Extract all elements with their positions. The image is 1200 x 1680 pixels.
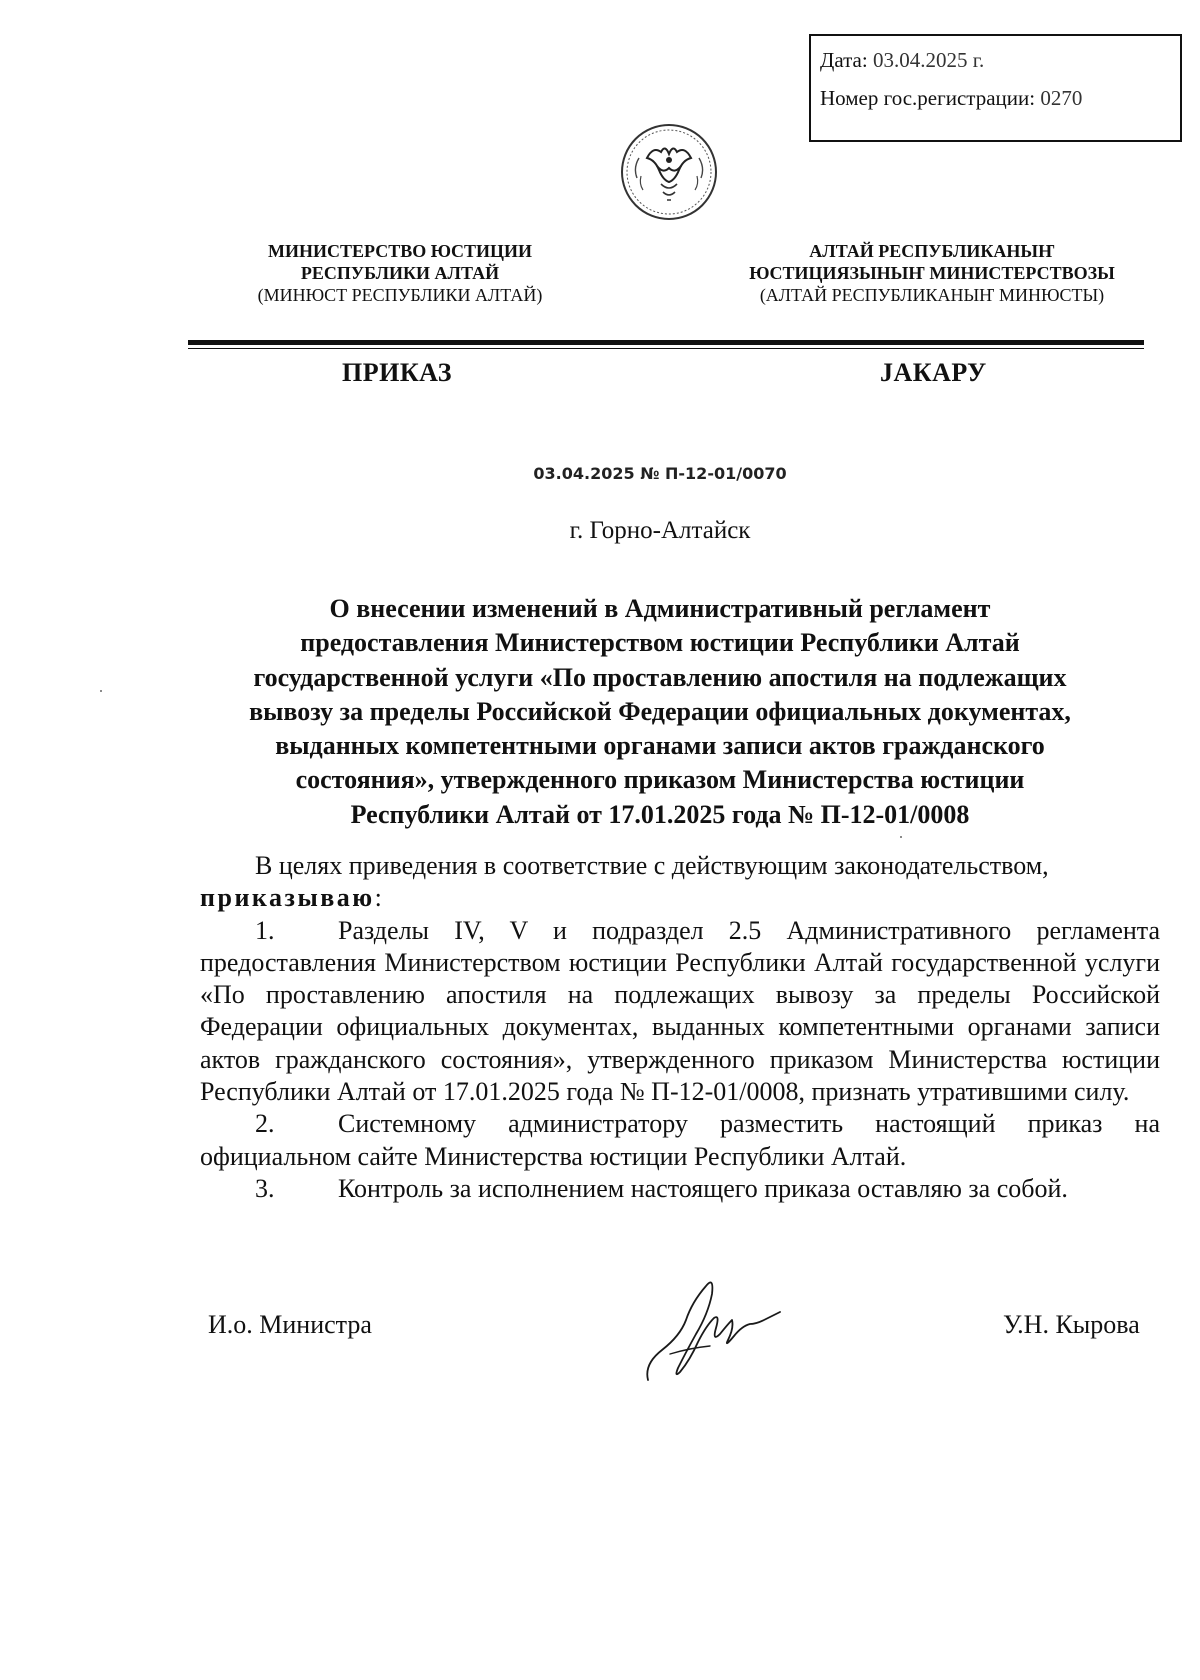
ministry-name-russian <box>220 240 580 306</box>
decree-line <box>200 882 1160 914</box>
ministry-name-alt-line3: (АЛТАЙ РЕСПУБЛИКАНЫҤ МИНЮСТЫ) <box>759 285 1105 305</box>
header-divider-thin <box>188 348 1144 349</box>
ministry-name-ru-line1: МИНИСТЕРСТВО ЮСТИЦИИ <box>267 241 532 261</box>
item-number: 2. <box>255 1109 275 1139</box>
item-text: Контроль за исполнением настоящего приказа оставляю за собой. <box>338 1173 1068 1203</box>
list-item <box>200 1108 1160 1173</box>
header-divider-thick <box>188 340 1144 345</box>
list-item <box>200 1173 1160 1205</box>
heading-line: состояния», утвержденного приказом Министерства юстиции <box>295 765 1025 795</box>
heading-line: выданных компетентными органами записи актов гражданского <box>275 731 1045 761</box>
ministry-name-alt-line2: ЮСТИЦИЯЗЫНЫҤ МИНИСТЕРСТВОЗЫ <box>749 263 1115 283</box>
signatory-name: У.Н. Кырова <box>1003 1310 1140 1339</box>
order-number: 03.04.2025 № П-12-01/0070 <box>533 464 787 483</box>
item-number: 3. <box>255 1173 275 1203</box>
item-text: Разделы IV, V и подраздел 2.5 Административного регламента предоставления Министерством юстиции Республики Алтай государственной услуги «По проставлению апостиля на подлежащих вывозу за пределы Российской Федерации официальных документах, выданных компетентными органами записи актов гражданского состояния», утвержденного приказом Министерства юстиции Республики Алтай от 17.01.2025 года № П-12-01/0008, признать утратившими силу. <box>200 915 1160 1107</box>
handwritten-signature <box>640 1268 790 1388</box>
order-body <box>200 850 1160 1205</box>
heading-line: Республики Алтай от 17.01.2025 года № П-12-01/0008 <box>350 799 970 829</box>
registration-number-label: Номер гос.регистрации: <box>820 86 1036 110</box>
city-name: г. Горно-Алтайск <box>569 517 751 544</box>
heading-line: вывозу за пределы Российской Федерации официальных документах, <box>249 696 1071 726</box>
registration-stamp <box>809 34 1182 142</box>
coat-of-arms-emblem <box>617 118 721 226</box>
decree-word: приказываю <box>200 883 375 913</box>
ministry-name-altai <box>712 240 1152 306</box>
ministry-name-alt-line1: АЛТАЙ РЕСПУБЛИКАНЫҤ <box>809 241 1055 261</box>
ministry-name-ru-line2: РЕСПУБЛИКИ АЛТАЙ <box>300 263 500 283</box>
ministry-name-ru-line3: (МИНЮСТ РЕСПУБЛИКИ АЛТАЙ) <box>257 285 543 305</box>
signatory-title: И.о. Министра <box>208 1310 372 1339</box>
intro-paragraph: В целях приведения в соответствие с действующим законодательством, <box>255 851 1049 880</box>
item-text: Системному администратору разместить настоящий приказ на официальном сайте Министерства юстиции Республики Алтай. <box>200 1109 1160 1171</box>
list-item <box>200 915 1160 1109</box>
scan-speck <box>900 836 902 838</box>
scan-speck <box>100 690 102 692</box>
order-heading <box>200 592 1120 832</box>
registration-date-label: Дата: <box>820 48 868 72</box>
registration-date-value: 03.04.2025 г. <box>872 48 985 72</box>
heading-line: О внесении изменений в Административный регламент <box>329 594 991 623</box>
heading-line: предоставления Министерством юстиции Республики Алтай <box>300 628 1020 658</box>
order-word-altai: JАКАРУ <box>880 358 987 387</box>
order-word-russian: ПРИКАЗ <box>342 358 453 387</box>
heading-line: государственной услуги «По проставлению апостиля на подлежащих <box>253 662 1067 692</box>
item-number: 1. <box>255 915 275 945</box>
registration-number-line <box>820 86 1180 124</box>
registration-number-value: 0270 <box>1040 86 1083 110</box>
registration-date-line <box>820 48 1180 86</box>
decree-colon: : <box>374 883 382 913</box>
